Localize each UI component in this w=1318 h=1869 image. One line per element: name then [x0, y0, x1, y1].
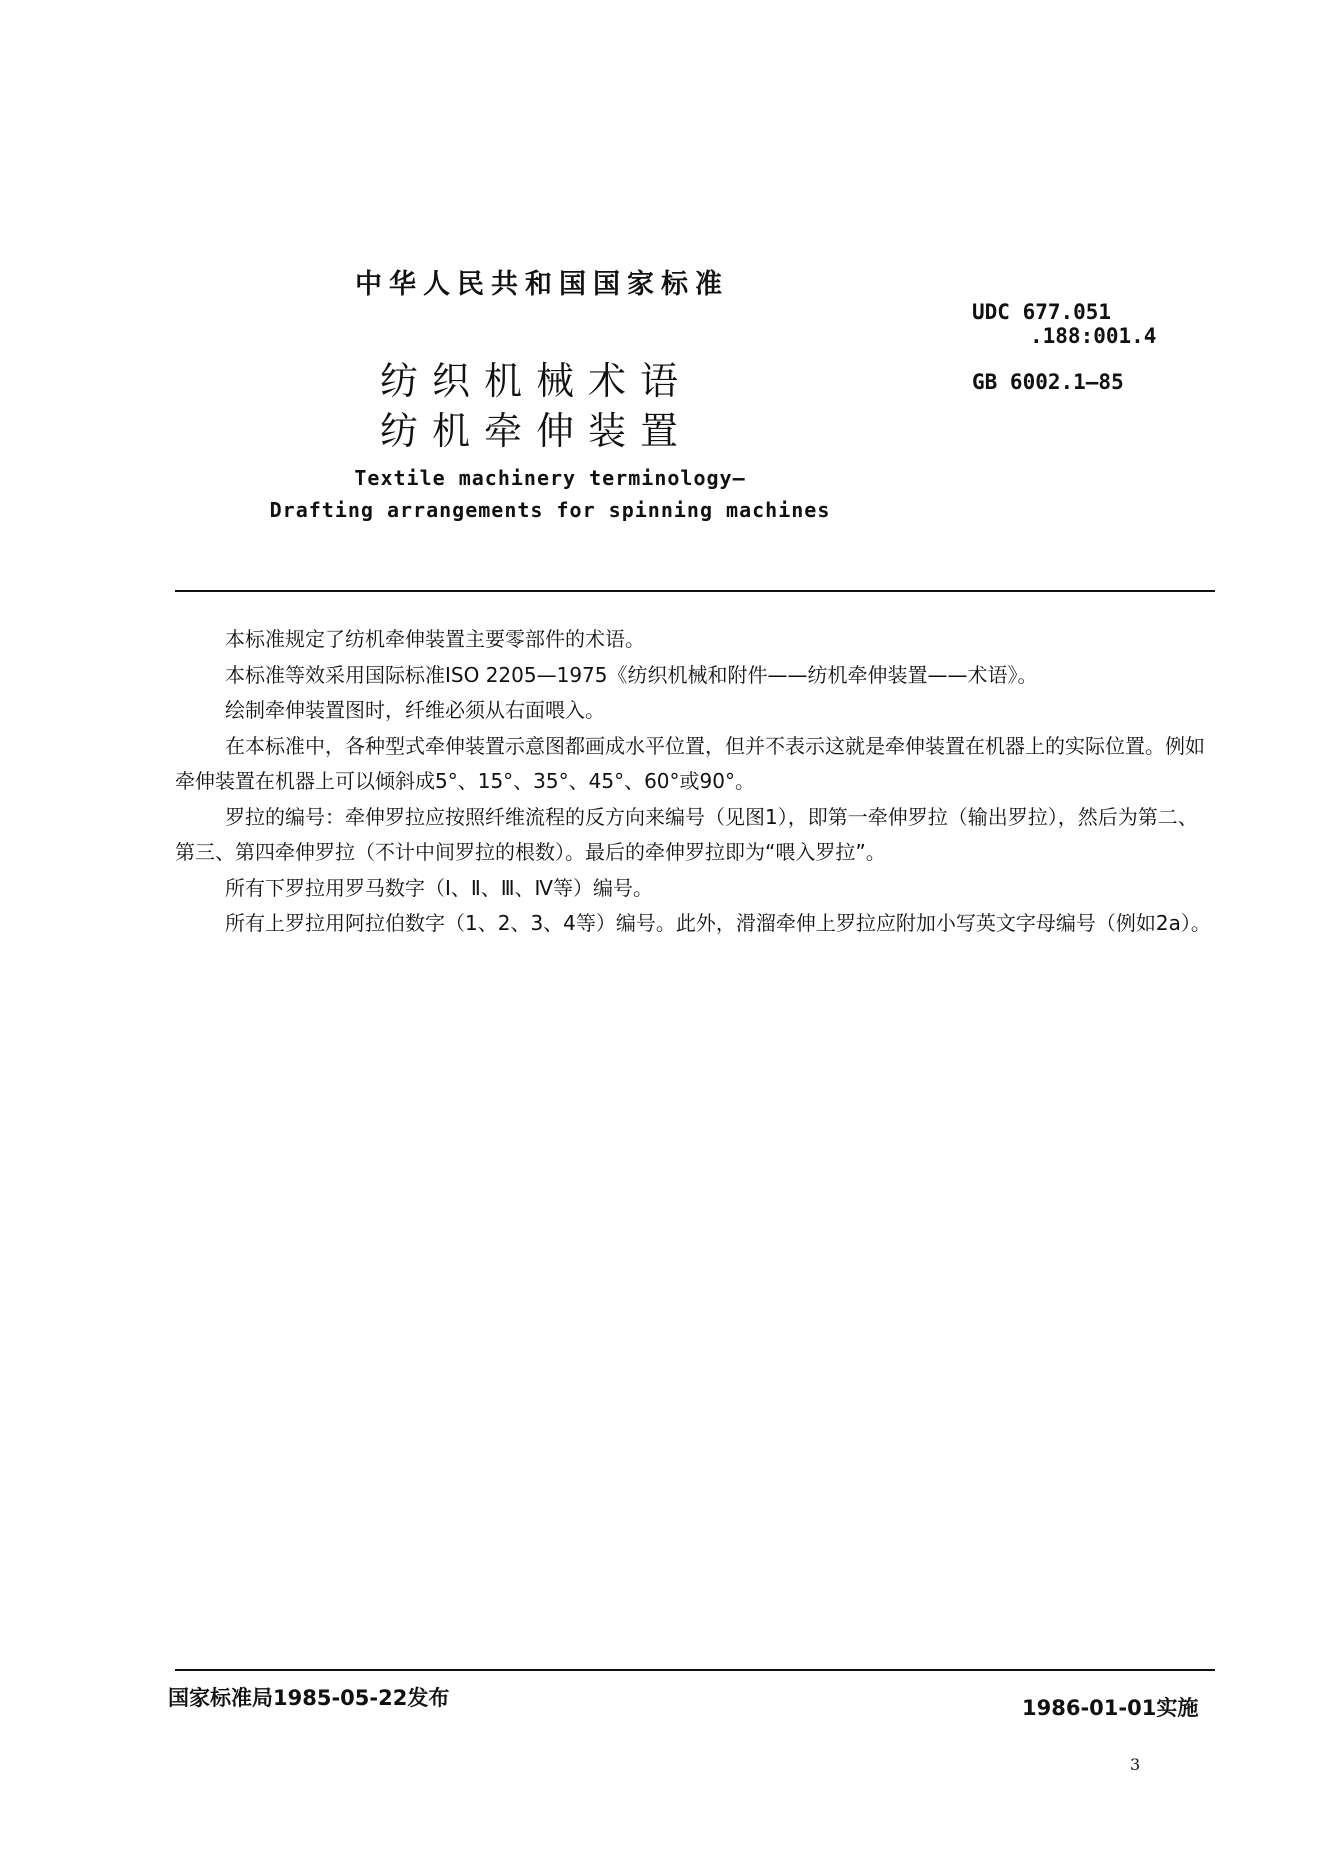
paragraph: 绘制牵伸装置图时，纤维必须从右面喂入。	[225, 698, 605, 722]
chinese-title-line-1: 纺织机械术语	[380, 359, 693, 403]
chinese-title-line-2: 纺机牵伸装置	[380, 409, 693, 453]
issue-date: 国家标准局1985-05-22发布	[168, 1686, 450, 1710]
paragraph: 本标准等效采用国际标准ISO 2205—1975《纺织机械和附件——纺机牵伸装置——术语》。	[225, 662, 1038, 687]
udc-line-2: .188:001.4	[1030, 324, 1157, 348]
paragraph: 所有上罗拉用阿拉伯数字（1、2、3、4等）编号。此外，滑溜牵伸上罗拉应附加小写英文字母编号（例如2a）。	[225, 911, 1211, 935]
gb-standard-code: GB 6002.1—85	[972, 370, 1124, 394]
header-divider	[175, 590, 1215, 592]
udc-code	[972, 300, 1172, 348]
udc-line-1: UDC 677.051	[972, 300, 1112, 324]
chinese-title	[380, 356, 800, 456]
english-title-line-2: Drafting arrangements for spinning machines	[269, 498, 831, 522]
paragraph: 罗拉的编号：牵伸罗拉应按照纤维流程的反方向来编号（见图1），即第一牵伸罗拉（输出罗拉），然后为第二、第三、第四牵伸罗拉（不计中间罗拉的根数）。最后的牵伸罗拉即为“喂入罗拉”。	[175, 804, 1198, 864]
paragraph: 所有下罗拉用罗马数字（Ⅰ、Ⅱ、Ⅲ、Ⅳ等）编号。	[225, 875, 653, 900]
page-number: 3	[1130, 1755, 1141, 1774]
english-title-line-1: Textile machinery terminology—	[354, 466, 746, 490]
effective-date: 1986-01-01实施	[1022, 1696, 1199, 1720]
english-title	[0, 462, 1100, 526]
national-standard-title: 中华人民共和国国家标准	[355, 269, 729, 300]
footer-divider	[175, 1669, 1215, 1671]
paragraph: 本标准规定了纺机牵伸装置主要零部件的术语。	[225, 627, 645, 651]
paragraph: 在本标准中，各种型式牵伸装置示意图都画成水平位置，但并不表示这就是牵伸装置在机器上的实际位置。例如牵伸装置在机器上可以倾斜成5°、15°、35°、45°、60°或90°。	[175, 733, 1205, 793]
body-text	[175, 622, 1215, 942]
